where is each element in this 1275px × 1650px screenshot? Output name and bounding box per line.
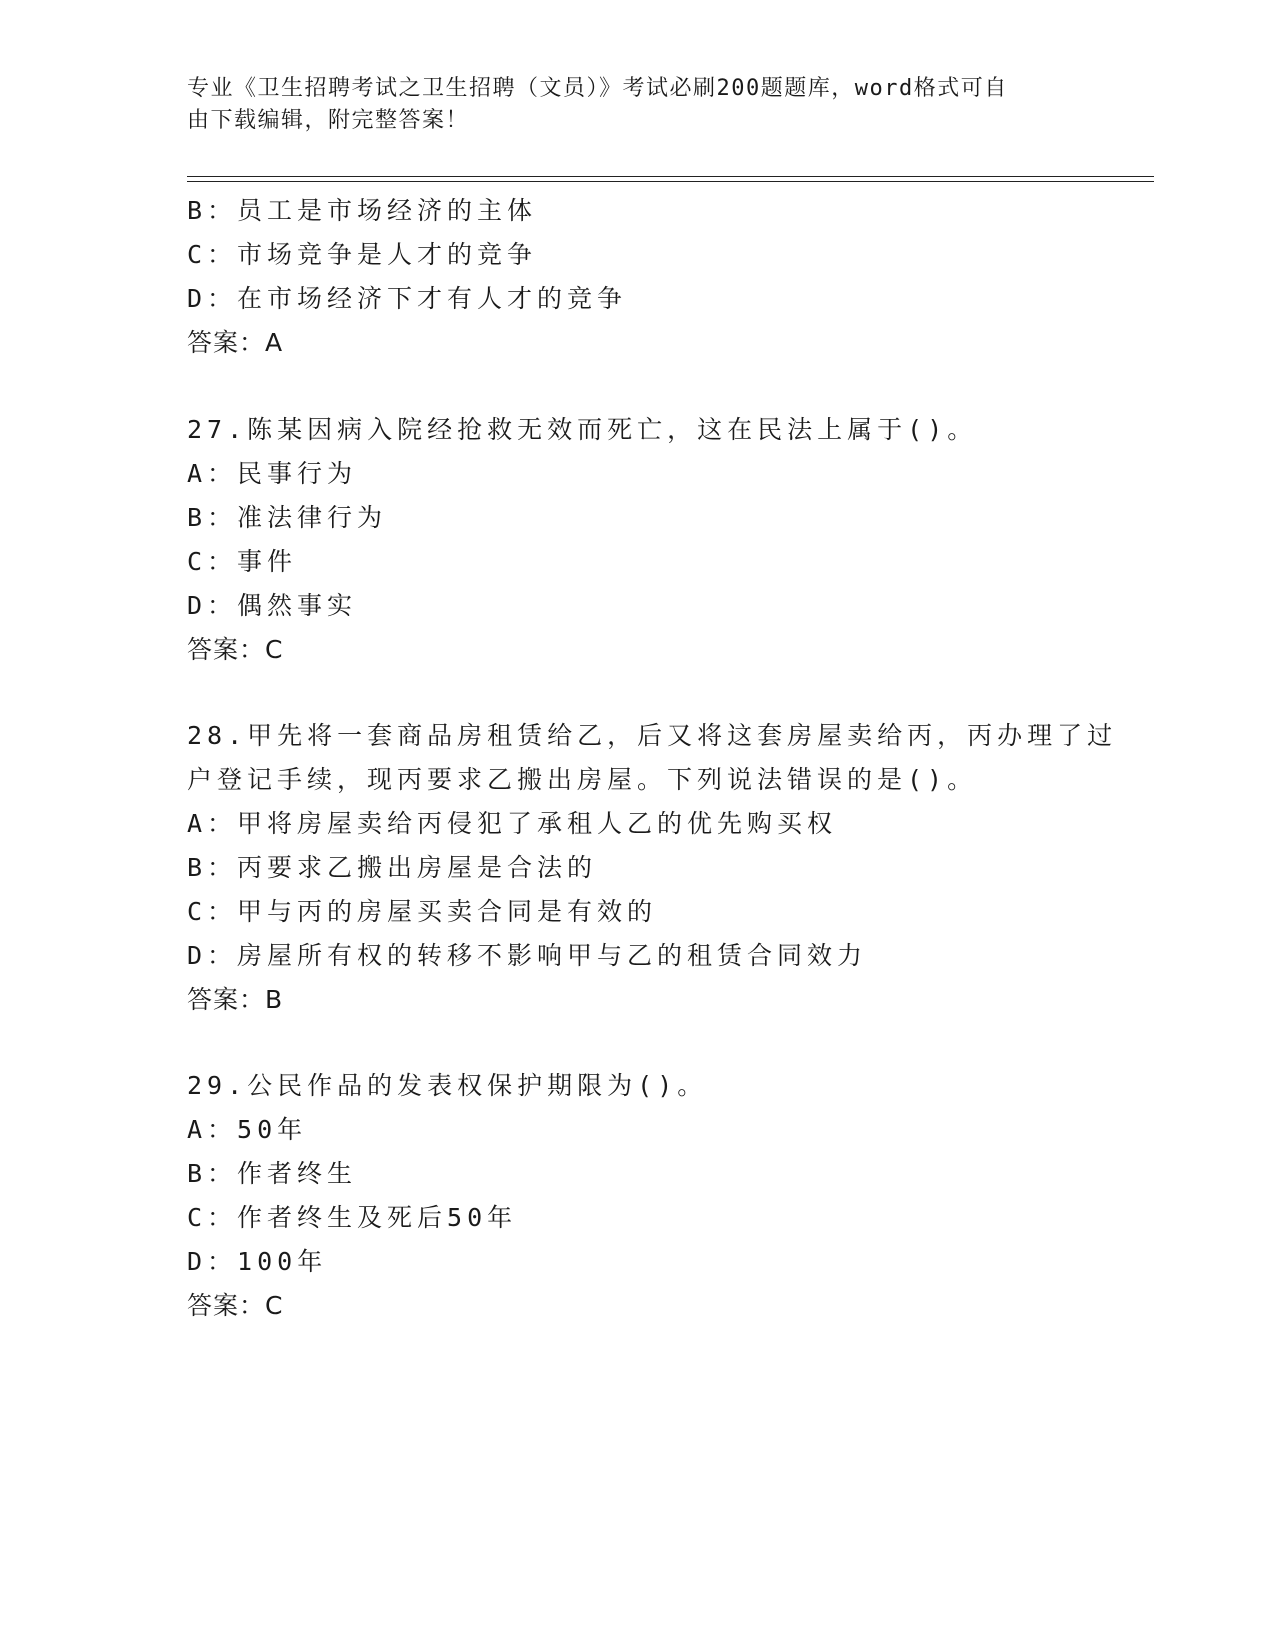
header-divider-bottom xyxy=(187,181,1154,182)
q26-option-b: B：员工是市场经济的主体 xyxy=(187,196,538,225)
header-line-2: 由下载编辑，附完整答案！ xyxy=(187,108,470,133)
q26-option-d: D：在市场经济下才有人才的竞争 xyxy=(187,284,628,313)
q27-option-b: B：准法律行为 xyxy=(187,503,388,532)
q29-stem: 29.公民作品的发表权保护期限为()。 xyxy=(187,1071,708,1100)
header-divider-top xyxy=(187,176,1154,177)
q28-stem-line-2: 户登记手续，现丙要求乙搬出房屋。下列说法错误的是()。 xyxy=(187,765,978,794)
q29-option-a: A：50年 xyxy=(187,1115,308,1144)
q28-option-d: D：房屋所有权的转移不影响甲与乙的租赁合同效力 xyxy=(187,941,868,970)
q29-answer: 答案：C xyxy=(187,1291,284,1320)
q29-option-d: D：100年 xyxy=(187,1247,328,1276)
q29-option-c: C：作者终生及死后50年 xyxy=(187,1203,518,1232)
q27-option-d: D：偶然事实 xyxy=(187,591,358,620)
q27-stem: 27.陈某因病入院经抢救无效而死亡，这在民法上属于()。 xyxy=(187,415,978,444)
q28-option-b: B：丙要求乙搬出房屋是合法的 xyxy=(187,853,598,882)
q27-answer: 答案：C xyxy=(187,635,284,664)
q29-option-b: B：作者终生 xyxy=(187,1159,358,1188)
header-line-1: 专业《卫生招聘考试之卫生招聘（文员）》考试必刷200题题库，word格式可自 xyxy=(187,76,1008,101)
q26-option-c: C：市场竞争是人才的竞争 xyxy=(187,240,538,269)
q28-stem-line-1: 28.甲先将一套商品房租赁给乙，后又将这套房屋卖给丙，丙办理了过 xyxy=(187,721,1118,750)
q28-option-a: A：甲将房屋卖给丙侵犯了承租人乙的优先购买权 xyxy=(187,809,838,838)
q27-option-c: C：事件 xyxy=(187,547,298,576)
q27-option-a: A：民事行为 xyxy=(187,459,358,488)
q26-answer: 答案：A xyxy=(187,328,284,357)
q28-answer: 答案：B xyxy=(187,985,284,1014)
q28-option-c: C：甲与丙的房屋买卖合同是有效的 xyxy=(187,897,658,926)
document-header xyxy=(187,73,1087,137)
